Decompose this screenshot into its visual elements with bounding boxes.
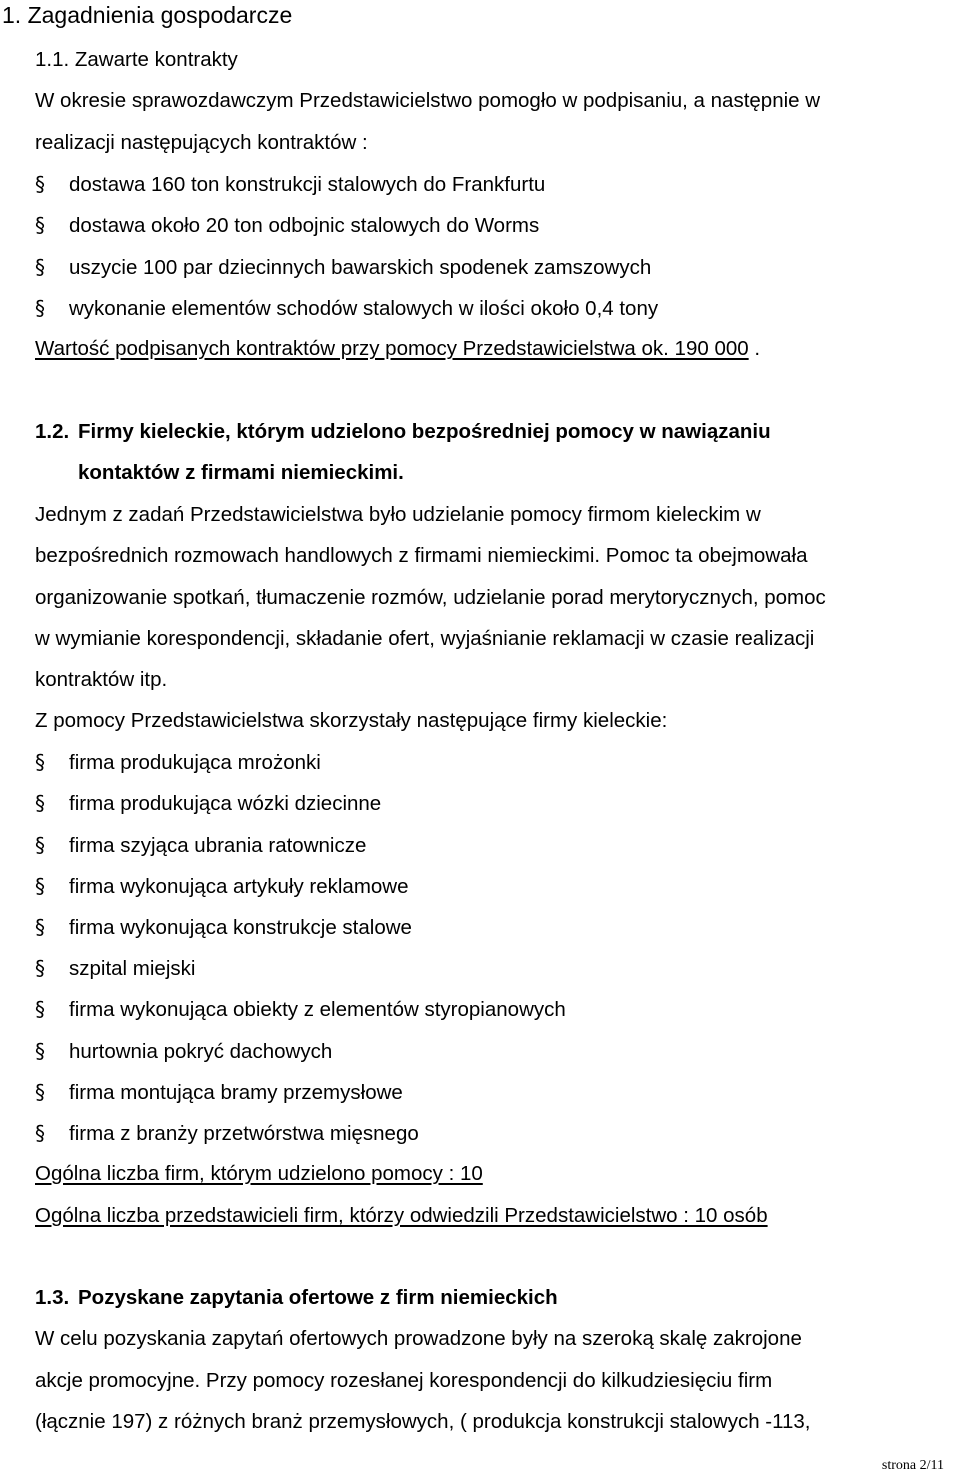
bullet-icon: § <box>35 296 45 320</box>
total-firms-line: Ogólna liczba firm, którym udzielono pomocy : 10 <box>35 1162 483 1185</box>
list-item: § firma z branży przetwórstwa mięsnego <box>35 1121 419 1145</box>
page-number: strona 2/11 <box>881 1458 944 1473</box>
bullet-icon: § <box>35 791 45 815</box>
bullet-icon: § <box>35 1080 45 1104</box>
section-1-2-title-cont: kontaktów z firmami niemieckimi. <box>78 461 404 484</box>
bullet-icon: § <box>35 1039 45 1063</box>
paragraph-line: realizacji następujących kontraktów : <box>35 131 368 154</box>
bullet-icon: § <box>35 255 45 279</box>
bullet-icon: § <box>35 1121 45 1145</box>
bullet-icon: § <box>35 997 45 1021</box>
paragraph-line: kontraktów itp. <box>35 668 168 691</box>
list-item: § firma wykonująca obiekty z elementów styropianowych <box>35 997 566 1021</box>
paragraph-line: w wymianie korespondencji, składanie ofert, wyjaśnianie reklamacji w czasie realizacji <box>35 627 815 650</box>
section-1-1-title: 1.1. Zawarte kontrakty <box>35 48 238 71</box>
list-item: § szpital miejski <box>35 956 196 980</box>
list-item: § uszycie 100 par dziecinnych bawarskich spodenek zamszowych <box>35 255 652 279</box>
section-1-2-title: 1.2. Firmy kieleckie, którym udzielono bezpośredniej pomocy w nawiązaniu <box>35 420 771 443</box>
section-1-3-title: 1.3. Pozyskane zapytania ofertowe z firm niemieckich <box>35 1286 558 1309</box>
bullet-icon: § <box>35 956 45 980</box>
list-item: § firma produkująca wózki dziecinne <box>35 791 382 815</box>
paragraph-line: W celu pozyskania zapytań ofertowych prowadzone były na szeroką skalę zakrojone <box>35 1327 802 1350</box>
list-item: § firma wykonująca artykuły reklamowe <box>35 874 409 898</box>
list-item: § wykonanie elementów schodów stalowych w ilości około 0,4 tony <box>35 296 659 320</box>
list-item: § hurtownia pokryć dachowych <box>35 1039 333 1063</box>
list-item: § firma wykonująca konstrukcje stalowe <box>35 915 412 939</box>
heading-1: 1. Zagadnienia gospodarcze <box>2 2 293 28</box>
list-item: § dostawa 160 ton konstrukcji stalowych do Frankfurtu <box>35 172 546 196</box>
bullet-icon: § <box>35 750 45 774</box>
total-visitors-line: Ogólna liczba przedstawicieli firm, którzy odwiedzili Przedstawicielstwo : 10 osób <box>35 1204 768 1227</box>
paragraph-line: Z pomocy Przedstawicielstwa skorzystały następujące firmy kieleckie: <box>35 709 668 732</box>
paragraph-line: organizowanie spotkań, tłumaczenie rozmów, udzielanie porad merytorycznych, pomoc <box>35 586 826 609</box>
list-item: § dostawa około 20 ton odbojnic stalowych do Worms <box>35 213 540 237</box>
bullet-icon: § <box>35 213 45 237</box>
paragraph-line: W okresie sprawozdawczym Przedstawicielstwo pomogło w podpisaniu, a następnie w <box>35 89 821 112</box>
bullet-icon: § <box>35 833 45 857</box>
contract-value-line: Wartość podpisanych kontraktów przy pomocy Przedstawicielstwa ok. 190 000 . <box>35 337 761 360</box>
list-item: § firma produkująca mrożonki <box>35 750 321 774</box>
bullet-icon: § <box>35 874 45 898</box>
paragraph-line: akcje promocyjne. Przy pomocy rozesłanej korespondencji do kilkudziesięciu firm <box>35 1369 773 1392</box>
paragraph-line: Jednym z zadań Przedstawicielstwa było udzielanie pomocy firmom kieleckim w <box>35 503 761 526</box>
list-item: § firma szyjąca ubrania ratownicze <box>35 833 367 857</box>
paragraph-line: (łącznie 197) z różnych branż przemysłowych, ( produkcja konstrukcji stalowych -113, <box>35 1410 811 1433</box>
list-item: § firma montująca bramy przemysłowe <box>35 1080 403 1104</box>
bullet-icon: § <box>35 915 45 939</box>
bullet-icon: § <box>35 172 45 196</box>
paragraph-line: bezpośrednich rozmowach handlowych z firmami niemieckimi. Pomoc ta obejmowała <box>35 544 808 567</box>
